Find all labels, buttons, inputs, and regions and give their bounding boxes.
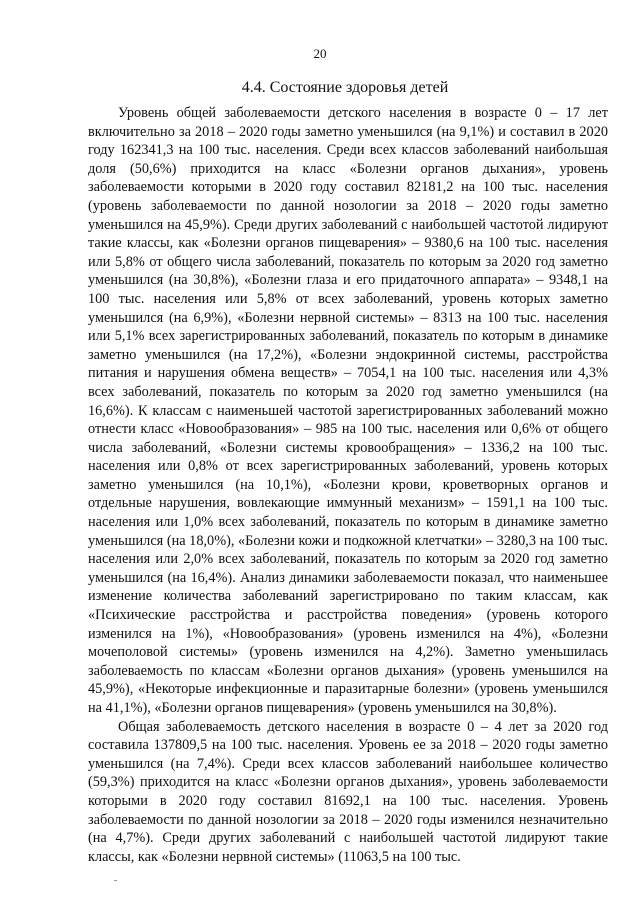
paragraph-2: Общая заболеваемость детского населения в возрасте 0 – 4 лет за 2020 год составила 137809,5 на 100 тыс. населения. Уровень ее за 2018 – 2020 годы заметно уменьшился (на 7,4%). Среди всех классов заболеваний наибольшее количество (59,3%) приходится на класс «Болезни органов дыхания», уровень заболеваемости которыми в 2020 году составил 81692,1 на 100 тыс. населения. Уровень заболеваемости по данной нозологии за 2018 – 2020 годы изменился незначительно (на 4,7%). Среди других заболеваний с наибольшей частотой лидируют такие классы, как «Болезни нервной системы» (11063,5 на 100 тыс. [88, 718, 608, 865]
scan-mark [114, 880, 117, 881]
paragraph-1: Уровень общей заболеваемости детского населения в возрасте 0 – 17 лет включительно за 2018 – 2020 годы заметно уменьшился (на 9,1%) и составил в 2020 году 162341,3 на 100 тыс. населения. Среди всех классов заболеваний наибольшая доля (50,6%) приходится на класс «Болезни органов дыхания», уровень заболеваемости которыми в 2020 году составил 82181,2 на 100 тыс. населения (уровень заболеваемости по данной нозологии за 2018 – 2020 годы заметно уменьшился на 45,9%). Среди других заболеваний с наибольшей частотой лидируют такие классы, как «Болезни органов пищеварения» – 9380,6 на 100 тыс. населения или 5,8% от общего числа заболеваний, показатель по которым за 2020 год заметно уменьшился (на 30,8%), «Болезни глаза и его придаточного аппарата» – 9348,1 на 100 тыс. населения или 5,8% от всех заболеваний, уровень которых заметно уменьшился (на 6,9%), «Болезни нервной системы» – 8313 на 100 тыс. населения или 5,1% всех зарегистрированных заболеваний, показатель по которым в динамике заметно уменьшился (на 17,2%), «Болезни эндокринной системы, расстройства питания и нарушения обмена веществ» – 7054,1 на 100 тыс. населения или 4,3% всех заболеваний, показатель по которым за 2020 год заметно уменьшился (на 16,6%). К классам с наименьшей частотой зарегистрированных заболеваний можно отнести класс «Новообразования» – 985 на 100 тыс. населения или 0,6% от общего числа заболеваний, «Болезни системы кровообращения» – 1336,2 на 100 тыс. населения или 0,8% от всех зарегистрированных заболеваний, уровень которых заметно уменьшился (на 10,1%), «Болезни крови, кроветворных органов и отдельные нарушения, вовлекающие иммунный механизм» – 1591,1 на 100 тыс. населения или 1,0% всех заболеваний, показатель по которым в динамике заметно уменьшился (на 18,0%), «Болезни кожи и подкожной клетчатки» – 3280,3 на 100 тыс. населения или 2,0% всех заболеваний, показатель по которым за 2020 год заметно уменьшился (на 16,4%). Анализ динамики заболеваемости показал, что наименьшее изменение количества заболеваний зарегистрировано по таким классам, как «Психические расстройства и расстройства поведения» (уровень которого изменился на 1%), «Новообразования» (уровень изменился на 4%), «Болезни мочеполовой системы» (уровень изменился на 4,2%). Заметно уменьшилась заболеваемость по классам «Болезни органов дыхания» (уровень уменьшился на 45,9%), «Некоторые инфекционные и паразитарные болезни» (уровень уменьшился на 41,1%), «Болезни органов пищеварения» (уровень уменьшился на 30,8%). [88, 105, 608, 716]
body-text [88, 104, 608, 866]
section-title: 4.4. Состояние здоровья детей [241, 79, 449, 96]
page-number: 20 [313, 46, 327, 61]
